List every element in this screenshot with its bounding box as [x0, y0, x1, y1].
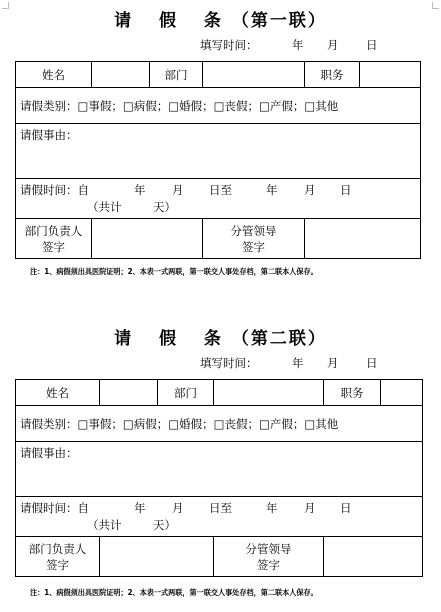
- leave-time-line: [20, 182, 416, 199]
- reason-label: 请假事由：: [20, 128, 78, 142]
- leave-type-row[interactable]: [16, 406, 423, 442]
- dept-head-signature-cell[interactable]: [100, 537, 214, 577]
- name-value-cell[interactable]: [100, 380, 158, 406]
- total-days-line: [20, 517, 418, 534]
- dept-head-signature-cell[interactable]: [92, 219, 203, 259]
- from-year-unit: 年: [134, 183, 146, 197]
- from-month-unit: 月: [172, 183, 184, 197]
- position-label: 职务: [320, 67, 344, 82]
- to-day-unit: 日: [340, 501, 352, 515]
- fill-time-label: 填写时间：: [200, 356, 258, 370]
- title-main: 请 假 条: [114, 11, 232, 31]
- leave-type-options[interactable]: □事假；□病假；□婚假；□丧假；□产假；□其他: [77, 98, 339, 113]
- total-close: 天）: [153, 518, 176, 532]
- dept-head-label-line2: 签字: [46, 557, 69, 572]
- dept-head-label-line2: 签字: [42, 239, 65, 254]
- form-note: 注：1、病假须出具医院证明；2、本表一式两联，第一联交人事处存档，第二联本人保存。: [30, 588, 318, 597]
- leave-form-first-copy: [0, 0, 441, 290]
- name-label-cell: [16, 62, 92, 88]
- reason-row[interactable]: [16, 124, 421, 179]
- leader-label-cell: [203, 219, 305, 259]
- position-label-cell: [324, 380, 381, 406]
- dept-head-label-line1: 部门负责人: [24, 223, 83, 238]
- form-title: [0, 324, 441, 349]
- leave-type-options[interactable]: □事假；□病假；□婚假；□丧假；□产假；□其他: [77, 416, 339, 431]
- position-label: 职务: [340, 385, 364, 400]
- to-month-unit: 月: [304, 501, 316, 515]
- time-label: 请假时间：自: [20, 501, 89, 515]
- name-label-cell: [16, 380, 100, 406]
- title-part: （第二联）: [231, 329, 327, 349]
- title-main: 请 假 条: [114, 329, 232, 349]
- to-year-unit: 年: [266, 501, 278, 515]
- leader-signature-cell[interactable]: [305, 219, 421, 259]
- leave-form-second-copy: [0, 318, 441, 608]
- leave-type-label: 请假类别：: [20, 98, 78, 113]
- form-title: [0, 6, 441, 31]
- leave-form-table: [15, 61, 421, 259]
- from-year-unit: 年: [134, 501, 146, 515]
- dept-value-cell[interactable]: [203, 62, 305, 88]
- leader-label-cell: [214, 537, 324, 577]
- leave-time-row[interactable]: [16, 179, 421, 219]
- leave-type-row[interactable]: [16, 88, 421, 124]
- from-month-unit: 月: [172, 501, 184, 515]
- dept-label: 部门: [174, 385, 197, 400]
- to-month-unit: 月: [304, 183, 316, 197]
- dept-head-label-line1: 部门负责人: [28, 541, 87, 556]
- fill-day-unit: 日: [366, 356, 378, 370]
- name-value-cell[interactable]: [92, 62, 150, 88]
- leader-label-line1: 分管领导: [230, 223, 277, 238]
- reason-row[interactable]: [16, 442, 423, 497]
- total-open: （共计: [87, 200, 122, 214]
- leave-form-table: [15, 379, 423, 577]
- name-label: 姓名: [46, 385, 69, 400]
- dept-label: 部门: [164, 67, 188, 82]
- to-label: 日至: [209, 183, 232, 197]
- form-note: 注：1、病假须出具医院证明；2、本表一式两联，第一联交人事处存档，第二联本人保存。: [30, 267, 318, 276]
- leader-label-line1: 分管领导: [245, 541, 292, 556]
- to-label: 日至: [209, 501, 232, 515]
- total-days-line: [20, 199, 416, 216]
- fill-time-label: 填写时间：: [200, 38, 258, 52]
- position-value-cell[interactable]: [360, 62, 421, 88]
- fill-year-unit: 年: [292, 356, 304, 370]
- dept-value-cell[interactable]: [214, 380, 324, 406]
- reason-label: 请假事由：: [20, 446, 78, 460]
- title-part: （第一联）: [231, 11, 327, 31]
- dept-label-cell: [150, 62, 203, 88]
- leave-type-label: 请假类别：: [20, 416, 78, 431]
- position-value-cell[interactable]: [381, 380, 423, 406]
- fill-month-unit: 月: [327, 356, 339, 370]
- dept-label-cell: [158, 380, 214, 406]
- to-day-unit: 日: [340, 183, 352, 197]
- leave-time-row[interactable]: [16, 497, 423, 537]
- leader-label-line2: 签字: [242, 239, 265, 254]
- leader-label-line2: 签字: [257, 557, 280, 572]
- to-year-unit: 年: [266, 183, 278, 197]
- dept-head-label-cell: [16, 537, 100, 577]
- name-label: 姓名: [42, 67, 65, 82]
- position-label-cell: [305, 62, 360, 88]
- total-open: （共计: [87, 518, 122, 532]
- time-label: 请假时间：自: [20, 183, 89, 197]
- leader-signature-cell[interactable]: [324, 537, 423, 577]
- fill-year-unit: 年: [292, 38, 304, 52]
- total-close: 天）: [153, 200, 176, 214]
- leave-time-line: [20, 500, 418, 517]
- fill-day-unit: 日: [366, 38, 378, 52]
- dept-head-label-cell: [16, 219, 92, 259]
- fill-month-unit: 月: [327, 38, 339, 52]
